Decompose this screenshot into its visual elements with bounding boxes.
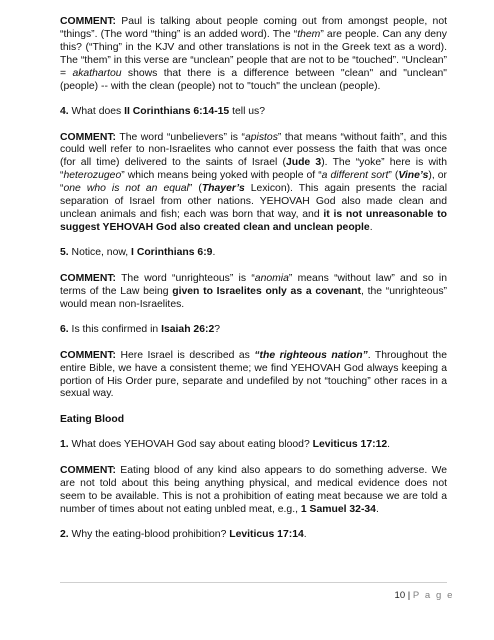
- text-run: 4.: [60, 106, 69, 118]
- text-run: Here Israel is described as: [116, 349, 255, 361]
- text-run: The word “unrighteous” is “: [116, 272, 255, 284]
- text-run: COMMENT:: [60, 272, 116, 284]
- text-run: Leviticus 17:14: [229, 529, 304, 541]
- text-run: .: [303, 529, 307, 541]
- text-run: ). The “yoke” here is with “: [60, 157, 447, 182]
- text-run: shows that there is a difference between "clean" and "unclean" (people) -- with the clean (people) not to "touch" the unclean (people).: [60, 67, 447, 92]
- text-run: .: [212, 247, 216, 259]
- text-run: it is not unreasonable to suggest YEHOVAH God also created clean and unclean people: [60, 208, 447, 233]
- page-number: 10: [394, 590, 406, 601]
- text-run: ” are people. Can any deny this? (“Thing” in the KJV and other translations is not in the Greek text as a word). The “them” in this verse are “unclean” people that are not to be “touched”. “Unclean” =: [60, 28, 447, 79]
- text-run: Vine’s: [398, 170, 429, 182]
- paragraph: [60, 529, 447, 542]
- text-run: ” means “without law” and so in terms of the Law being: [60, 272, 448, 297]
- document-body: [60, 16, 447, 555]
- text-run: . Throughout the entire Bible, we have a consistent theme; we find YEHOVAH God always keeping a portion of His Order pure, separate and undefiled by not “touching” other races in a sexual way.: [60, 349, 447, 400]
- page-separator: |: [407, 590, 411, 601]
- text-run: The word “unbelievers” is “: [116, 131, 245, 143]
- text-run: ” that means “without faith”, and this could well refer to non-Israelites who cannot ever possess the faith that was once (for all time) delivered to the saints of Israel (: [60, 131, 447, 169]
- paragraph: [60, 273, 447, 312]
- paragraph: [60, 465, 447, 517]
- text-run: , the “unrighteous” would mean non-Israelites.: [60, 285, 448, 310]
- text-run: Eating blood of any kind also appears to do something adverse. We are not told about this being anything physical, and medical evidence does not seem to be available. This is not a prohibition of eating meat because we are told a number of times about not eating unbled meat, e.g.,: [60, 464, 447, 515]
- text-run: Jude 3: [285, 157, 322, 169]
- text-run: 6.: [60, 324, 69, 336]
- text-run: “the righteous nation”: [254, 349, 368, 361]
- text-run: What does: [68, 106, 125, 118]
- text-run: 2.: [60, 529, 69, 541]
- text-run: Notice, now,: [68, 247, 132, 259]
- footer-rule: [60, 582, 447, 583]
- text-run: Is this confirmed in: [68, 324, 162, 336]
- text-run: COMMENT:: [60, 464, 116, 476]
- text-run: ” which means being yoked with people of “: [121, 170, 322, 182]
- text-run: COMMENT:: [60, 131, 116, 143]
- paragraph: [60, 132, 447, 235]
- text-run: COMMENT:: [60, 349, 116, 361]
- text-run: anomia: [254, 272, 289, 284]
- text-run: .: [369, 221, 373, 233]
- paragraph: [60, 414, 447, 427]
- text-run: ” (: [188, 183, 202, 195]
- text-run: 1 Samuel 32-34: [300, 503, 376, 515]
- text-run: ?: [214, 324, 220, 336]
- text-run: I Corinthians 6:9: [131, 247, 213, 259]
- text-run: heterozugeo: [63, 170, 122, 182]
- paragraph: [60, 324, 447, 337]
- paragraph: [60, 106, 447, 119]
- text-run: Why the eating-blood prohibition?: [68, 529, 230, 541]
- paragraph: [60, 439, 447, 452]
- text-run: II Corinthians 6:14-15: [124, 106, 230, 118]
- text-run: 1.: [60, 439, 69, 451]
- text-run: Thayer’s: [201, 183, 245, 195]
- text-run: tell us?: [229, 106, 266, 118]
- text-run: Paul is talking about people coming out from amongst people, not “things”. (The word “thing” is an added word). The “: [60, 16, 447, 40]
- text-run: given to Israelites only as a covenant: [172, 285, 361, 297]
- text-run: ), or “: [60, 170, 448, 195]
- text-run: Lexicon). This again presents the racial separation of Israel from other nations. YEHOVAH God also made clean and unclean animals and fish; each was born that way, and: [60, 183, 447, 220]
- text-run: one who is not an equal: [63, 183, 189, 195]
- text-run: Leviticus 17:12: [312, 439, 388, 451]
- text-run: Isaiah 26:2: [161, 324, 215, 336]
- text-run: COMMENT:: [60, 16, 116, 27]
- text-run: ” (: [388, 170, 399, 182]
- paragraph: [60, 247, 447, 260]
- page-label: P a g e: [412, 590, 454, 601]
- text-run: akathartou: [72, 67, 122, 79]
- text-run: .: [375, 503, 379, 515]
- text-run: apistos: [244, 131, 278, 143]
- text-run: 5.: [60, 247, 69, 259]
- text-run: Eating Blood: [60, 413, 125, 425]
- page-footer: [395, 590, 454, 601]
- text-run: What does YEHOVAH God say about eating blood?: [68, 439, 313, 451]
- paragraph: [60, 16, 447, 93]
- text-run: a different sort: [321, 170, 389, 182]
- text-run: .: [387, 439, 391, 451]
- paragraph: [60, 350, 447, 402]
- text-run: them: [297, 28, 321, 40]
